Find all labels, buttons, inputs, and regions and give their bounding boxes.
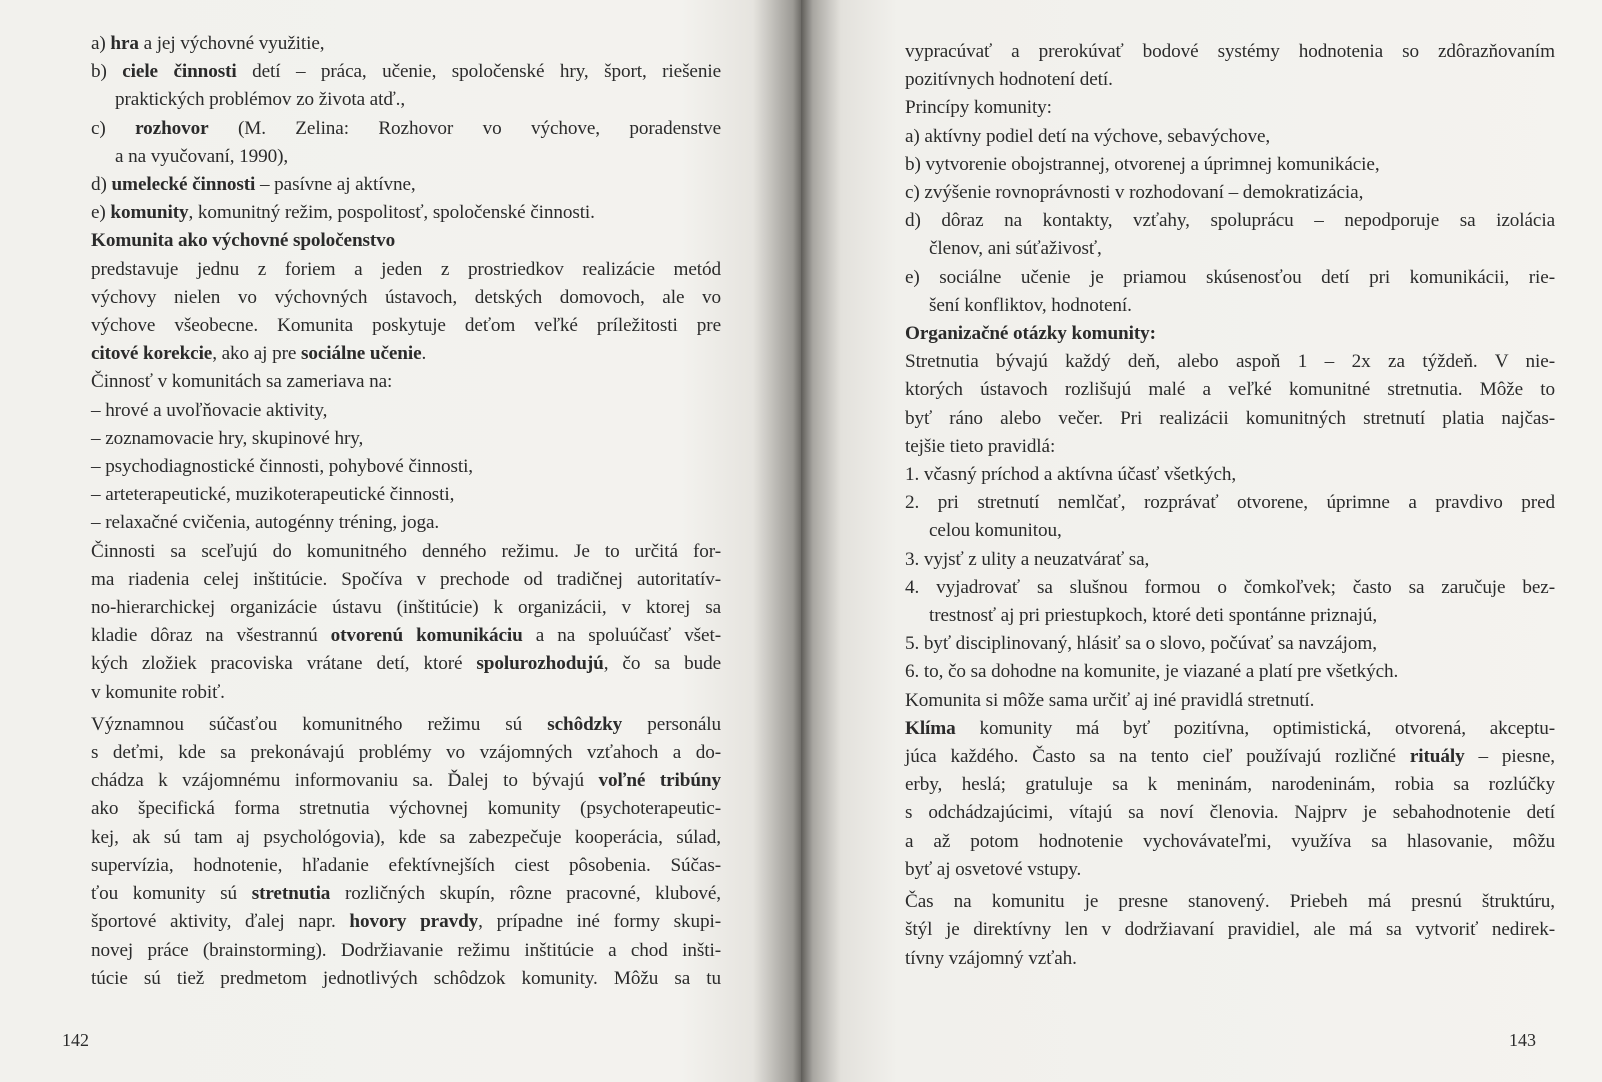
right-text-line <box>905 235 1555 263</box>
left-text-line <box>91 594 721 622</box>
text-run: chádza k vzájomnému informovaniu sa. Ďalej to bývajú <box>91 770 599 792</box>
right-text-line <box>905 743 1555 771</box>
text-run: novej práce (brainstorming). Dodržiavanie režimu inštitúcie a chod inšti- <box>91 939 721 961</box>
text-run: – piesne, <box>1464 746 1555 768</box>
text-run: s odchádzajúcimi, vítajú sa noví členovia. Najprv je sebahodnotenie detí <box>905 802 1555 824</box>
page-number-left: 142 <box>62 1030 89 1050</box>
right-text-line <box>905 799 1555 827</box>
text-run: , komunitný režim, pospolitosť, spoločenské činnosti. <box>188 202 595 224</box>
text-run: c) zvýšenie rovnoprávnosti v rozhodovaní – demokratizácia, <box>905 182 1364 204</box>
bold-term: stretnutia <box>251 883 331 905</box>
right-text-line <box>905 292 1555 320</box>
text-run: Čas na komunitu je presne stanovený. Priebeh má presnú štruktúru, <box>905 891 1555 913</box>
text-run: 5. byť disciplinovaný, hlásiť sa o slovo, počúvať sa navzájom, <box>905 633 1377 655</box>
right-text-line <box>905 348 1555 376</box>
right-text-line <box>905 856 1555 884</box>
text-run: c) <box>91 117 136 139</box>
left-text-line <box>91 852 721 880</box>
text-run: byť ráno alebo večer. Pri realizácii komunitných stretnutí platia najčas- <box>905 407 1555 429</box>
bold-term: Organizačné otázky komunity: <box>905 323 1156 345</box>
text-run: byť aj osvetové vstupy. <box>905 858 1082 880</box>
text-run: predstavuje jednu z foriem a jeden z prostriedkov realizácie metód <box>91 258 721 280</box>
text-run: – arteterapeutické, muzikoterapeutické činnosti, <box>91 484 455 506</box>
bold-term: ciele činnosti <box>122 61 237 83</box>
left-text-line <box>91 256 721 284</box>
text-run: ako špecifická forma stretnutia výchovnej komunity (psychoterapeutic- <box>91 798 721 820</box>
right-text-line <box>905 207 1555 235</box>
text-run: – hrové a uvoľňovacie aktivity, <box>91 399 328 421</box>
bold-term: hovory pravdy <box>349 911 479 933</box>
text-run: komunity má byť pozitívna, optimistická, otvorená, akceptu- <box>955 717 1555 739</box>
text-run: e) <box>91 202 111 224</box>
text-run: a na vyučovaní, 1990), <box>115 145 289 167</box>
left-text-line <box>91 453 721 481</box>
right-text-line <box>905 916 1555 944</box>
left-text-line <box>91 368 721 396</box>
text-run: a) aktívny podiel detí na výchove, sebavýchove, <box>905 125 1271 147</box>
left-text-line <box>91 115 721 143</box>
left-text-line <box>91 795 721 823</box>
left-text-line <box>91 622 721 650</box>
right-text-line <box>905 264 1555 292</box>
text-run: , prípadne iné formy skupi- <box>478 911 721 933</box>
bold-term: sociálne učenie <box>300 343 422 365</box>
right-text-line <box>905 771 1555 799</box>
text-run: a až potom hodnotenie vychovávateľmi, využíva sa hlasovanie, môžu <box>905 830 1555 852</box>
bold-term: voľné tribúny <box>598 770 721 792</box>
right-text-line <box>905 715 1555 743</box>
text-run: pozitívnych hodnotení detí. <box>905 69 1113 91</box>
text-run: a na spoluúčasť všet- <box>522 625 721 647</box>
text-run: júca každého. Často sa na tento cieľ používajú rozličné <box>905 746 1410 768</box>
bold-term: rituály <box>1409 746 1465 768</box>
bold-term: schôdzky <box>547 713 623 735</box>
text-run: personálu <box>622 713 721 735</box>
bold-term: spolurozhodujú <box>476 653 604 675</box>
text-run: d) dôraz na kontakty, vzťahy, spoluprácu – nepodporuje sa izolácia <box>905 210 1555 232</box>
text-run: erby, heslá; gratuluje sa k meninám, narodeninám, robia sa rozlúčky <box>905 774 1555 796</box>
text-run: výchovy nielen vo výchovných ústavoch, detských domovoch, ale vo <box>91 286 721 308</box>
text-run: – zoznamovacie hry, skupinové hry, <box>91 427 364 449</box>
right-text-line <box>905 405 1555 433</box>
right-text-line <box>905 376 1555 404</box>
bold-term: otvorenú komunikáciu <box>330 625 523 647</box>
text-run: celou komunitou, <box>929 520 1062 542</box>
left-text-line <box>91 880 721 908</box>
left-text-line <box>91 739 721 767</box>
right-text-line <box>905 461 1555 489</box>
left-text-line <box>91 199 721 227</box>
left-text-line <box>91 340 721 368</box>
text-run: d) <box>91 174 112 196</box>
left-text-line <box>91 397 721 425</box>
left-text-line <box>91 58 721 86</box>
text-run: rozličných skupín, rôzne pracovné, klubové, <box>330 883 721 905</box>
text-run: ma riadenia celej inštitúcie. Spočíva v prechode od tradičnej autoritatív- <box>91 568 721 590</box>
text-run: no-hierarchickej organizácie ústavu (inštitúcie) k organizácii, v ktorej sa <box>91 597 721 619</box>
text-run: kej, ak sú tam aj psychológovia), kde sa zabezpečuje kooperácia, súlad, <box>91 826 721 848</box>
text-run: , ako aj pre <box>212 343 301 365</box>
right-page-text <box>905 38 1555 973</box>
text-run: 4. vyjadrovať sa slušnou formou o čomkoľvek; často sa zaručuje bez- <box>905 576 1555 598</box>
text-run: , čo sa bude <box>603 653 721 675</box>
right-text-line <box>905 687 1555 715</box>
right-text-line <box>905 888 1555 916</box>
text-run: v komunite robiť. <box>91 681 225 703</box>
text-run: štýl je direktívny len v dodržiavaní pravidiel, ale má sa vytvoriť nedirek- <box>905 919 1555 941</box>
bold-term: hra <box>110 33 139 54</box>
right-text-line <box>905 38 1555 66</box>
right-page <box>801 0 1602 1082</box>
text-run: 6. to, čo sa dohodne na komunite, je viazané a platí pre všetkých. <box>905 661 1399 683</box>
right-text-line <box>905 179 1555 207</box>
text-run: Významnou súčasťou komunitného režimu sú <box>91 713 548 735</box>
left-text-line <box>91 824 721 852</box>
right-text-line <box>905 828 1555 856</box>
left-text-line <box>91 650 721 678</box>
text-run: ktorých ústavoch rozlišujú malé a veľké komunitné stretnutia. Môže to <box>905 379 1555 401</box>
bold-term: komunity <box>110 202 189 224</box>
text-run: e) sociálne učenie je priamou skúsenosťou detí pri komunikácii, rie- <box>905 266 1555 288</box>
bold-term: rozhovor <box>135 117 209 139</box>
left-text-line <box>91 86 721 114</box>
text-run: členov, ani súťaživosť, <box>929 238 1102 260</box>
left-text-line <box>91 965 721 993</box>
text-run: a) <box>91 33 111 54</box>
text-run: Činnosti sa sceľujú do komunitného denného režimu. Je to určitá for- <box>91 540 721 562</box>
left-text-line <box>91 171 721 199</box>
right-text-line <box>905 658 1555 686</box>
bold-term: Klíma <box>905 717 956 739</box>
right-text-line <box>905 66 1555 94</box>
text-run: – psychodiagnostické činnosti, pohybové činnosti, <box>91 456 473 478</box>
right-text-line <box>905 94 1555 122</box>
text-run: b) <box>91 61 123 83</box>
right-text-line <box>905 320 1555 348</box>
left-text-line <box>91 679 721 707</box>
left-text-line <box>91 509 721 537</box>
bold-term: Komunita ako výchovné spoločenstvo <box>91 230 396 252</box>
text-run: ťou komunity sú <box>91 883 252 905</box>
left-text-line <box>91 908 721 936</box>
text-run: túcie sú tiež predmetom jednotlivých schôdzok komunity. Môžu sa tu <box>91 967 721 989</box>
text-run: šení konfliktov, hodnotení. <box>929 294 1132 316</box>
right-text-line <box>905 945 1555 973</box>
left-text-line <box>91 143 721 171</box>
right-text-line <box>905 489 1555 517</box>
text-run: trestnosť aj pri priestupkoch, ktoré deti spontánne priznajú, <box>929 605 1378 627</box>
text-run: Stretnutia bývajú každý deň, alebo aspoň 1 – 2x za týždeň. V nie- <box>905 351 1555 373</box>
text-run: – pasívne aj aktívne, <box>255 174 416 196</box>
left-text-line <box>91 566 721 594</box>
text-run: s deťmi, kde sa prekonávajú problémy vo vzájomných vzťahoch a do- <box>91 742 721 764</box>
bold-term: citové korekcie <box>91 343 213 365</box>
left-text-line <box>91 284 721 312</box>
left-text-line <box>91 767 721 795</box>
right-text-line <box>905 546 1555 574</box>
text-run: 2. pri stretnutí nemlčať, rozprávať otvorene, úprimne a pravdivo pred <box>905 492 1555 514</box>
text-run: supervízia, hodnotenie, hľadanie efektívnejších ciest pôsobenia. Súčas- <box>91 854 721 876</box>
left-text-line <box>91 312 721 340</box>
text-run: 3. vyjsť z ulity a neuzatvárať sa, <box>905 548 1150 570</box>
right-text-line <box>905 151 1555 179</box>
left-text-line <box>91 937 721 965</box>
right-text-line <box>905 433 1555 461</box>
text-run: Komunita si môže sama určiť aj iné pravidlá stretnutí. <box>905 689 1315 711</box>
text-run: b) vytvorenie obojstrannej, otvorenej a úprimnej komunikácie, <box>905 153 1380 175</box>
text-run: športové aktivity, ďalej napr. <box>91 911 350 933</box>
right-text-line <box>905 630 1555 658</box>
right-text-line <box>905 517 1555 545</box>
left-page-text <box>91 30 721 993</box>
left-text-line <box>91 227 721 255</box>
left-text-line <box>91 711 721 739</box>
right-text-line <box>905 602 1555 630</box>
bold-term: umelecké činnosti <box>111 174 256 196</box>
text-run: a jej výchovné využitie, <box>138 33 325 54</box>
text-run: Činnosť v komunitách sa zameriava na: <box>91 371 393 393</box>
text-run: Princípy komunity: <box>905 97 1052 119</box>
left-text-line <box>91 481 721 509</box>
text-run: – relaxačné cvičenia, autogénny tréning, joga. <box>91 512 440 534</box>
text-run: (M. Zelina: Rozhovor vo výchove, poradenstve <box>208 117 721 139</box>
text-run: . <box>421 343 427 365</box>
text-run: vypracúvať a prerokúvať bodové systémy hodnotenia so zdôrazňovaním <box>905 41 1555 62</box>
text-run: tejšie tieto pravidlá: <box>905 435 1056 457</box>
right-text-line <box>905 574 1555 602</box>
left-text-line <box>91 425 721 453</box>
text-run: výchove všeobecne. Komunita poskytuje deťom veľké príležitosti pre <box>91 315 721 337</box>
text-run: 1. včasný príchod a aktívna účasť všetkých, <box>905 464 1237 486</box>
text-run: kých zložiek pracoviska vrátane detí, ktoré <box>91 653 477 675</box>
page-number-right: 143 <box>1509 1030 1536 1050</box>
left-text-line <box>91 538 721 566</box>
text-run: detí – práca, učenie, spoločenské hry, šport, riešenie <box>236 61 721 83</box>
text-run: kladie dôraz na všestrannú <box>91 625 331 647</box>
text-run: praktických problémov zo života atď., <box>115 89 406 111</box>
text-run: tívny vzájomný vzťah. <box>905 947 1077 969</box>
left-text-line <box>91 30 721 58</box>
right-text-line <box>905 123 1555 151</box>
